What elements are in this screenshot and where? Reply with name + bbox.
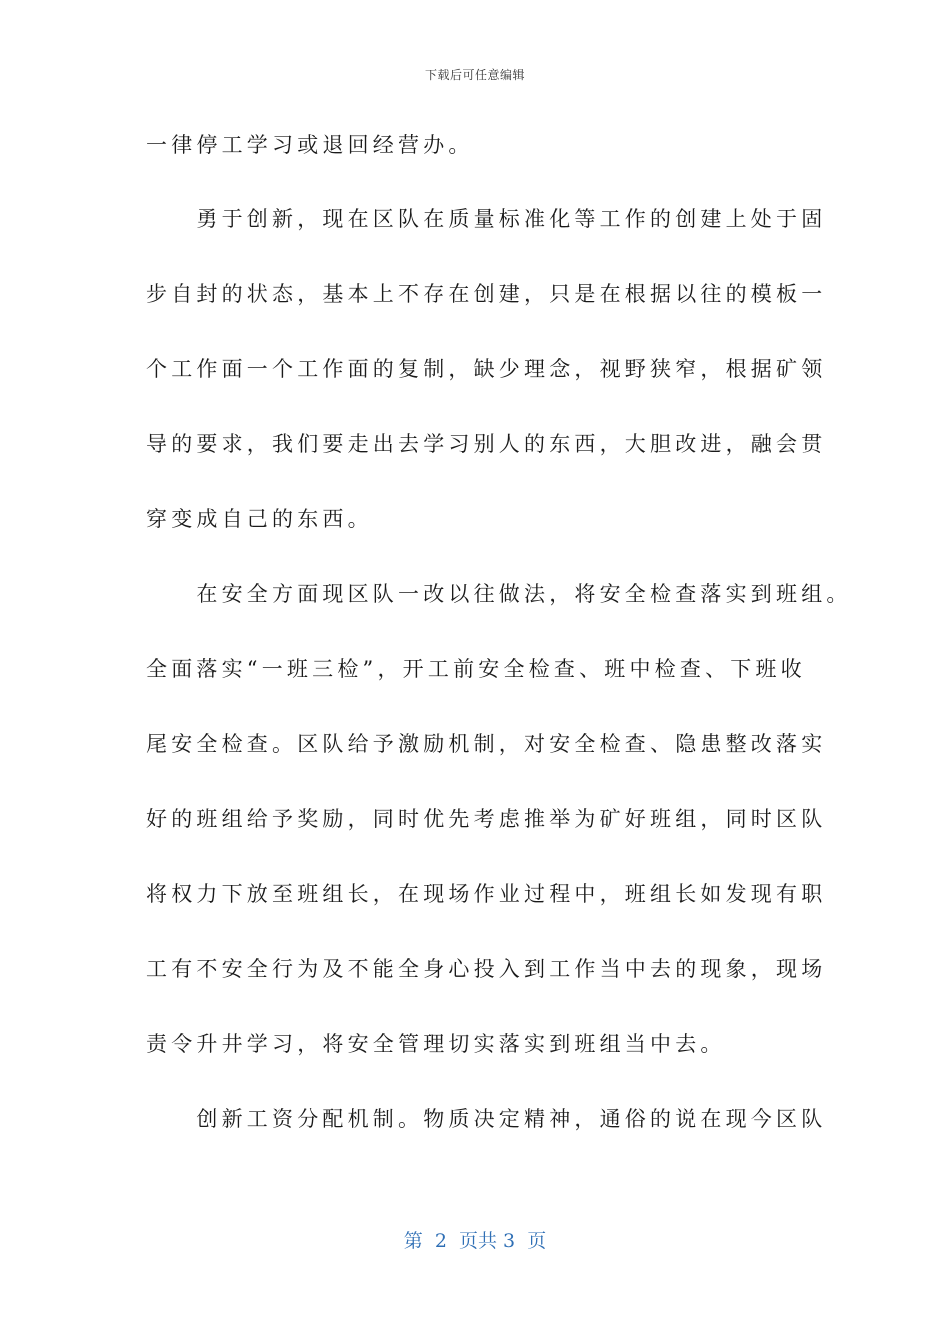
body-line: 在安全方面现区队一改以往做法，将安全检查落实到班组。 [146,582,852,606]
body-line: 尾安全检查。区队给予激励机制，对安全检查、隐患整改落实 [146,732,827,756]
body-line: 一律停工学习或退回经营办。 [146,133,474,157]
body-line: 将权力下放至班组长，在现场作业过程中，班组长如发现有职 [146,882,827,906]
body-line: 步自封的状态，基本上不存在创建，只是在根据以往的模板一 [146,282,827,306]
body-line: 勇于创新，现在区队在质量标准化等工作的创建上处于固 [146,207,827,231]
body-line: 穿变成自己的东西。 [146,507,373,531]
page-number-footer: 第 2 页共 3 页 [403,1230,547,1252]
page-header: 下载后可任意编辑 [424,68,525,82]
body-line: 好的班组给予奖励，同时优先考虑推举为矿好班组，同时区队 [146,807,827,831]
body-line: 责令升井学习，将安全管理切实落实到班组当中去。 [146,1032,726,1056]
body-line: 创新工资分配机制。物质决定精神，通俗的说在现今区队 [146,1107,827,1131]
body-line: 导的要求，我们要走出去学习别人的东西，大胆改进，融会贯 [146,432,827,456]
body-line: 全面落实“一班三检”，开工前安全检查、班中检查、下班收 [146,657,806,681]
body-line: 工有不安全行为及不能全身心投入到工作当中去的现象，现场 [146,957,827,981]
body-line: 个工作面一个工作面的复制，缺少理念，视野狭窄，根据矿领 [146,357,827,381]
